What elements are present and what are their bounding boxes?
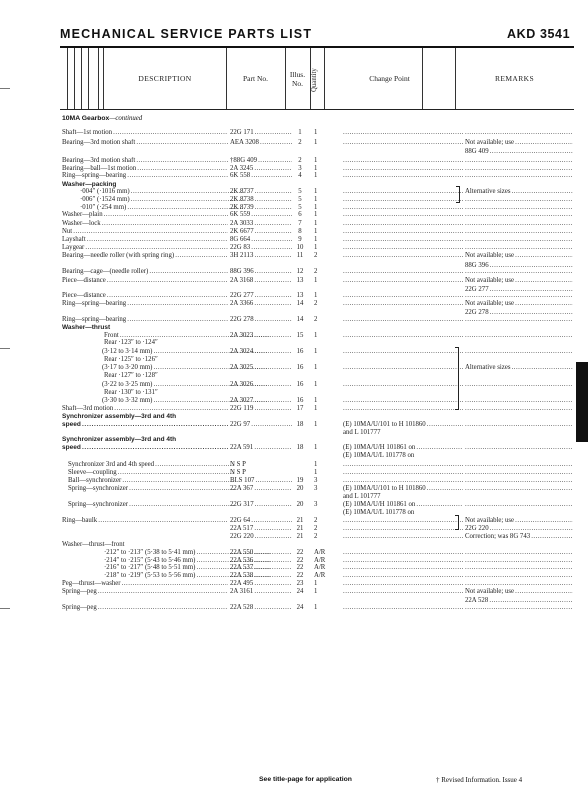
row-description: ·218″ to ·219″ (5·53 to 5·56 mm) . . . <box>104 572 270 580</box>
row-description: Synchronizer assembly—3rd and 4th <box>62 436 177 443</box>
row-part-number: BLS 107 . . . <box>230 477 292 485</box>
column-divider <box>74 48 75 109</box>
row-part-number: 22G 278 . . . <box>230 316 292 324</box>
row-quantity: 2 <box>314 300 318 307</box>
row-change-point: and L 101777 <box>343 493 381 500</box>
row-illustration-number: 16 <box>296 348 304 355</box>
row-part-number: 22G 97 . . . <box>230 421 292 429</box>
row-remarks <box>465 461 573 469</box>
row-quantity: 1 <box>314 188 318 195</box>
row-description: speed . . . <box>62 444 228 452</box>
document-code: AKD 3541 <box>507 27 571 41</box>
row-description: Ring—spring—bearing . . . <box>62 300 228 308</box>
row-quantity: 1 <box>314 204 318 211</box>
row-remarks <box>465 580 573 588</box>
row-change-point <box>343 549 463 557</box>
row-part-number: 2A 3245 . . . <box>230 165 292 173</box>
row-part-number: 2A 3024 . . . <box>230 348 292 356</box>
row-description: Piece—distance . . . <box>62 277 228 285</box>
section-heading <box>62 115 142 122</box>
row-remarks <box>465 444 573 452</box>
row-change-point <box>343 364 463 372</box>
row-remarks: 22G 277 . . . <box>465 286 573 294</box>
row-remarks: Not available; use . . . <box>465 277 573 285</box>
row-quantity: 2 <box>314 252 318 259</box>
row-description: Shaft—1st motion . . . <box>62 129 228 137</box>
row-part-number: 3H 2113 . . . <box>230 252 292 260</box>
row-change-point: (E) 10MA/U/H 101861 on . . . <box>343 444 463 452</box>
header-quantity: Quantity <box>311 68 318 92</box>
row-description: Ring—spring—bearing . . . <box>62 316 228 324</box>
row-quantity: 1 <box>314 211 318 218</box>
row-illustration-number: 13 <box>296 277 304 284</box>
row-quantity: 1 <box>314 397 318 404</box>
row-part-number: 2A 3168 . . . <box>230 277 292 285</box>
row-part-number: 22A 495 . . . <box>230 580 292 588</box>
row-remarks <box>465 236 573 244</box>
row-change-point <box>343 477 463 485</box>
row-remarks: Alternative sizes . . . <box>465 188 573 196</box>
row-part-number: N S P <box>230 461 246 468</box>
bracket <box>455 347 459 410</box>
row-quantity: 1 <box>314 236 318 243</box>
row-illustration-number: 18 <box>296 444 304 451</box>
row-description: Synchronizer assembly—3rd and 4th <box>62 413 177 420</box>
row-part-number: 2A 3023 . . . <box>230 332 292 340</box>
row-description: Piece—distance . . . <box>62 292 228 300</box>
row-description: Spring—synchronizer . . . <box>68 501 234 509</box>
row-remarks: 22A 528 . . . <box>465 597 573 605</box>
row-part-number: 22A 538 . . . <box>230 572 292 580</box>
row-change-point <box>343 188 463 196</box>
row-description: Ball—synchronizer . . . <box>68 477 234 485</box>
row-illustration-number: 2 <box>298 157 302 164</box>
row-description: ·004″ (·1016 mm) . . . <box>80 188 246 196</box>
row-quantity: A/R <box>314 564 326 571</box>
row-change-point <box>343 564 463 572</box>
row-quantity: 1 <box>314 292 318 299</box>
row-remarks: 22G 278 . . . <box>465 309 573 317</box>
row-remarks <box>465 397 573 405</box>
thumb-index-tab <box>576 362 588 442</box>
row-remarks <box>465 604 573 612</box>
row-change-point <box>343 316 463 324</box>
row-quantity: 1 <box>314 157 318 164</box>
row-quantity: 1 <box>314 348 318 355</box>
row-quantity: A/R <box>314 572 326 579</box>
column-divider <box>88 48 89 109</box>
bracket <box>455 515 459 530</box>
row-part-number: 6K 559 . . . <box>230 211 292 219</box>
row-remarks <box>465 172 573 180</box>
row-illustration-number: 16 <box>296 381 304 388</box>
row-part-number: 22G 220 . . . <box>230 533 292 541</box>
row-illustration-number: 13 <box>296 292 304 299</box>
row-part-number: 22A 528 . . . <box>230 604 292 612</box>
row-change-point <box>343 211 463 219</box>
row-part-number: 22A 537 . . . <box>230 564 292 572</box>
row-description: Bearing—cage—(needle roller) . . . <box>62 268 228 276</box>
row-illustration-number: 3 <box>298 165 302 172</box>
row-remarks <box>465 549 573 557</box>
title-rule <box>60 46 574 48</box>
row-illustration-number: 24 <box>296 604 304 611</box>
row-illustration-number: 16 <box>296 364 304 371</box>
row-illustration-number: 5 <box>298 196 302 203</box>
row-change-point <box>343 157 463 165</box>
row-quantity: 1 <box>314 277 318 284</box>
row-description: Bearing—3rd motion shaft . . . <box>62 139 228 147</box>
row-part-number: 2K 6677 . . . <box>230 228 292 236</box>
footer-revision-note: † Revised Information. Issue 4 <box>436 776 523 784</box>
row-quantity: 1 <box>314 228 318 235</box>
row-description: (3·22 to 3·25 mm) . . . <box>102 381 268 389</box>
row-part-number: 22G 119 . . . <box>230 405 292 413</box>
row-change-point <box>343 469 463 477</box>
row-remarks: Alternative sizes . . . <box>465 364 573 372</box>
row-illustration-number: 24 <box>296 588 304 595</box>
row-description: Bearing—3rd motion shaft . . . <box>62 157 228 165</box>
row-description: Ring—spring—bearing . . . <box>62 172 228 180</box>
row-remarks <box>465 501 573 509</box>
row-part-number: 22A 536 . . . <box>230 557 292 565</box>
header-change-point: Change Point <box>369 74 410 83</box>
row-description: Bearing—ball—1st motion . . . <box>62 165 228 173</box>
section-title: 10MA Gearbox <box>62 115 110 122</box>
row-illustration-number: 9 <box>298 236 302 243</box>
row-remarks <box>465 405 573 413</box>
row-illustration-number: 22 <box>296 572 304 579</box>
row-quantity: 1 <box>314 444 318 451</box>
row-remarks <box>465 244 573 252</box>
row-part-number: 22G 83 . . . <box>230 244 292 252</box>
row-description: ·010″ (·254 mm) . . . <box>80 204 246 212</box>
footer-application-note: See title-page for application <box>259 776 352 783</box>
row-change-point <box>343 220 463 228</box>
row-quantity: 1 <box>314 381 318 388</box>
row-illustration-number: 8 <box>298 228 302 235</box>
row-description: Layshaft . . . <box>62 236 228 244</box>
row-change-point <box>343 604 463 612</box>
row-description: Washer—plain . . . <box>62 211 228 219</box>
row-quantity: 1 <box>314 196 318 203</box>
row-description: Shaft—3rd motion . . . <box>62 405 228 413</box>
row-description: Front . . . <box>104 332 270 340</box>
row-change-point <box>343 580 463 588</box>
row-quantity: 1 <box>314 588 318 595</box>
row-illustration-number: 14 <box>296 316 304 323</box>
row-change-point <box>343 172 463 180</box>
row-change-point <box>343 525 463 533</box>
row-change-point <box>343 348 463 356</box>
row-quantity: 1 <box>314 332 318 339</box>
row-remarks <box>465 129 573 137</box>
row-part-number: 2A 3033 . . . <box>230 220 292 228</box>
row-remarks <box>465 332 573 340</box>
row-quantity: 1 <box>314 172 318 179</box>
row-quantity: 1 <box>314 364 318 371</box>
row-remarks <box>465 228 573 236</box>
row-illustration-number: 19 <box>296 477 304 484</box>
row-part-number: 22G 317 . . . <box>230 501 292 509</box>
row-change-point <box>343 533 463 541</box>
row-change-point: (E) 10MA/U/L 101778 on <box>343 452 415 459</box>
row-remarks: Not available; use . . . <box>465 588 573 596</box>
row-part-number: 2A 3026 . . . <box>230 381 292 389</box>
row-remarks: 22G 220 . . . <box>465 525 573 533</box>
row-remarks: Not available; use . . . <box>465 517 573 525</box>
row-illustration-number: 16 <box>296 397 304 404</box>
row-remarks: Not available; use . . . <box>465 300 573 308</box>
header-illus-line2: No. <box>291 79 304 88</box>
column-divider <box>67 48 68 109</box>
row-illustration-number: 2 <box>298 139 302 146</box>
row-description: Washer—thrust—front <box>62 541 125 548</box>
row-part-number: 2A 3161 . . . <box>230 588 292 596</box>
row-quantity: 3 <box>314 485 318 492</box>
row-illustration-number: 22 <box>296 564 304 571</box>
row-illustration-number: 22 <box>296 557 304 564</box>
row-change-point <box>343 588 463 596</box>
row-part-number: 22A 591 . . . <box>230 444 292 452</box>
row-illustration-number: 21 <box>296 517 304 524</box>
margin-mark <box>0 608 10 609</box>
row-quantity: 2 <box>314 316 318 323</box>
row-illustration-number: 23 <box>296 580 304 587</box>
row-quantity: 1 <box>314 165 318 172</box>
row-part-number: 88G 396 . . . <box>230 268 292 276</box>
row-change-point <box>343 461 463 469</box>
row-illustration-number: 22 <box>296 549 304 556</box>
row-description: Washer—lock . . . <box>62 220 228 228</box>
row-change-point <box>343 381 463 389</box>
row-quantity: 2 <box>314 533 318 540</box>
row-quantity: 1 <box>314 129 318 136</box>
row-illustration-number: 11 <box>296 252 304 259</box>
row-part-number: 22A 367 . . . <box>230 485 292 493</box>
row-illustration-number: 14 <box>296 300 304 307</box>
row-illustration-number: 17 <box>296 405 304 412</box>
row-description: Peg—thrust—washer . . . <box>62 580 228 588</box>
row-change-point <box>343 277 463 285</box>
row-change-point <box>343 332 463 340</box>
row-illustration-number: 1 <box>298 129 302 136</box>
row-remarks <box>465 485 573 493</box>
row-change-point <box>343 292 463 300</box>
row-remarks <box>465 572 573 580</box>
row-quantity: 3 <box>314 477 318 484</box>
row-change-point <box>343 268 463 276</box>
row-remarks <box>465 196 573 204</box>
row-remarks <box>465 564 573 572</box>
row-description: Rear ·125″ to ·126″ <box>104 356 158 363</box>
row-remarks <box>465 268 573 276</box>
row-change-point <box>343 139 463 147</box>
row-remarks <box>465 469 573 477</box>
row-change-point <box>343 129 463 137</box>
row-remarks: 88G 409 . . . <box>465 148 573 156</box>
row-quantity: 1 <box>314 244 318 251</box>
row-change-point <box>343 405 463 413</box>
row-description: Spring—synchronizer . . . <box>68 485 234 493</box>
row-description: Laygear . . . <box>62 244 228 252</box>
row-quantity: 2 <box>314 525 318 532</box>
row-part-number: 22G 277 . . . <box>230 292 292 300</box>
row-description: Rear ·130″ to ·131″ <box>104 389 158 396</box>
row-change-point <box>343 300 463 308</box>
row-change-point: (E) 10MA/U/L 101778 on <box>343 509 415 516</box>
row-change-point <box>343 236 463 244</box>
row-part-number: †88G 409 . . . <box>230 157 292 165</box>
row-quantity: 1 <box>314 469 318 476</box>
row-quantity: 1 <box>314 461 318 468</box>
row-quantity: A/R <box>314 557 326 564</box>
row-illustration-number: 10 <box>296 244 304 251</box>
row-quantity: 1 <box>314 421 318 428</box>
header-rule <box>60 109 574 110</box>
row-remarks <box>465 477 573 485</box>
row-part-number: 22A 517 . . . <box>230 525 292 533</box>
row-remarks <box>465 211 573 219</box>
row-illustration-number: 5 <box>298 188 302 195</box>
row-change-point <box>343 252 463 260</box>
row-change-point: (E) 10MA/U/101 to H 101860 . . . <box>343 421 463 429</box>
row-description: Spring—peg . . . <box>62 604 228 612</box>
header-remarks: REMARKS <box>494 74 535 83</box>
row-description: ·214″ to ·215″ (5·43 to 5·46 mm) . . . <box>104 557 270 565</box>
column-divider <box>98 48 99 109</box>
row-change-point <box>343 572 463 580</box>
row-quantity: 1 <box>314 405 318 412</box>
row-illustration-number: 7 <box>298 220 302 227</box>
row-description: Spring—peg . . . <box>62 588 228 596</box>
row-part-number: 2A 3366 . . . <box>230 300 292 308</box>
row-change-point: and L 101777 <box>343 429 381 436</box>
row-quantity: 1 <box>314 580 318 587</box>
row-remarks <box>465 220 573 228</box>
row-description: Synchronizer 3rd and 4th speed . . . <box>68 461 234 469</box>
row-quantity: 1 <box>314 220 318 227</box>
row-change-point: (E) 10MA/U/101 to H 101860 . . . <box>343 485 463 493</box>
header-illus-line1: Illus. <box>289 70 306 79</box>
row-remarks: Not available; use . . . <box>465 252 573 260</box>
row-quantity: 2 <box>314 517 318 524</box>
row-remarks: 88G 396 . . . <box>465 262 573 270</box>
row-quantity: 3 <box>314 501 318 508</box>
row-description: Bearing—needle roller (with spring ring) . . . <box>62 252 228 260</box>
row-illustration-number: 21 <box>296 525 304 532</box>
row-description: Rear ·123″ to ·124″ <box>104 339 158 346</box>
row-change-point <box>343 196 463 204</box>
row-remarks: Correction; was 8G 743 . . . <box>465 533 573 541</box>
row-description: Washer—thrust <box>62 324 111 331</box>
row-description: (3·30 to 3·32 mm) . . . <box>102 397 268 405</box>
row-description: Sleeve—coupling . . . <box>68 469 234 477</box>
row-illustration-number: 5 <box>298 204 302 211</box>
row-remarks <box>465 348 573 356</box>
row-description: (3·12 to 3·14 mm) . . . <box>102 348 268 356</box>
row-remarks <box>465 157 573 165</box>
row-part-number: 22G 171 . . . <box>230 129 292 137</box>
row-part-number: 22A 550 . . . <box>230 549 292 557</box>
row-change-point: (E) 10MA/U/H 101861 on . . . <box>343 501 463 509</box>
row-quantity: A/R <box>314 549 326 556</box>
bracket <box>456 186 460 203</box>
header-description: DESCRIPTION <box>138 74 192 83</box>
row-illustration-number: 21 <box>296 533 304 540</box>
row-illustration-number: 15 <box>296 332 304 339</box>
row-part-number: 2K 8739 . . . <box>230 204 292 212</box>
row-description: (3·17 to 3·20 mm) . . . <box>102 364 268 372</box>
row-description: ·212″ to ·213″ (5·38 to 5·41 mm) . . . <box>104 549 270 557</box>
row-quantity: 2 <box>314 268 318 275</box>
row-part-number: N S P <box>230 469 246 476</box>
row-remarks: Not available; use . . . <box>465 139 573 147</box>
row-remarks <box>465 292 573 300</box>
row-description: Nut . . . <box>62 228 228 236</box>
row-part-number: 2K 8737 . . . <box>230 188 292 196</box>
row-quantity: 1 <box>314 139 318 146</box>
row-description: Rear ·127″ to ·128″ <box>104 372 158 379</box>
row-part-number: 22G 64 . . . <box>230 517 292 525</box>
row-illustration-number: 6 <box>298 211 302 218</box>
page-title: MECHANICAL SERVICE PARTS LIST <box>60 27 313 41</box>
row-quantity: 1 <box>314 604 318 611</box>
row-illustration-number: 12 <box>296 268 304 275</box>
row-description: ·006″ (·1524 mm) . . . <box>80 196 246 204</box>
row-change-point <box>343 517 463 525</box>
row-illustration-number: 20 <box>296 485 304 492</box>
margin-mark <box>0 348 10 349</box>
row-change-point <box>343 228 463 236</box>
row-change-point <box>343 244 463 252</box>
row-illustration-number: 18 <box>296 421 304 428</box>
row-part-number: 6K 558 . . . <box>230 172 292 180</box>
column-divider <box>81 48 82 109</box>
row-illustration-number: 20 <box>296 501 304 508</box>
row-description: Ring—baulk . . . <box>62 517 228 525</box>
row-remarks <box>465 316 573 324</box>
section-suffix: —continued <box>109 115 143 122</box>
row-description: Washer—packing <box>62 181 117 188</box>
margin-mark <box>0 88 10 89</box>
row-remarks <box>465 381 573 389</box>
row-part-number: 2K 8738 . . . <box>230 196 292 204</box>
row-part-number: 2A 3027 . . . <box>230 397 292 405</box>
row-remarks <box>465 421 573 429</box>
row-change-point <box>343 397 463 405</box>
row-part-number: 8G 664 . . . <box>230 236 292 244</box>
row-part-number: AEA 3208 . . . <box>230 139 292 147</box>
header-part-no: Part No. <box>243 74 268 83</box>
row-part-number: 2A 3025 . . . <box>230 364 292 372</box>
row-description: speed . . . <box>62 421 228 429</box>
row-description: ·216″ to ·217″ (5·48 to 5·51 mm) . . . <box>104 564 270 572</box>
row-illustration-number: 4 <box>298 172 302 179</box>
